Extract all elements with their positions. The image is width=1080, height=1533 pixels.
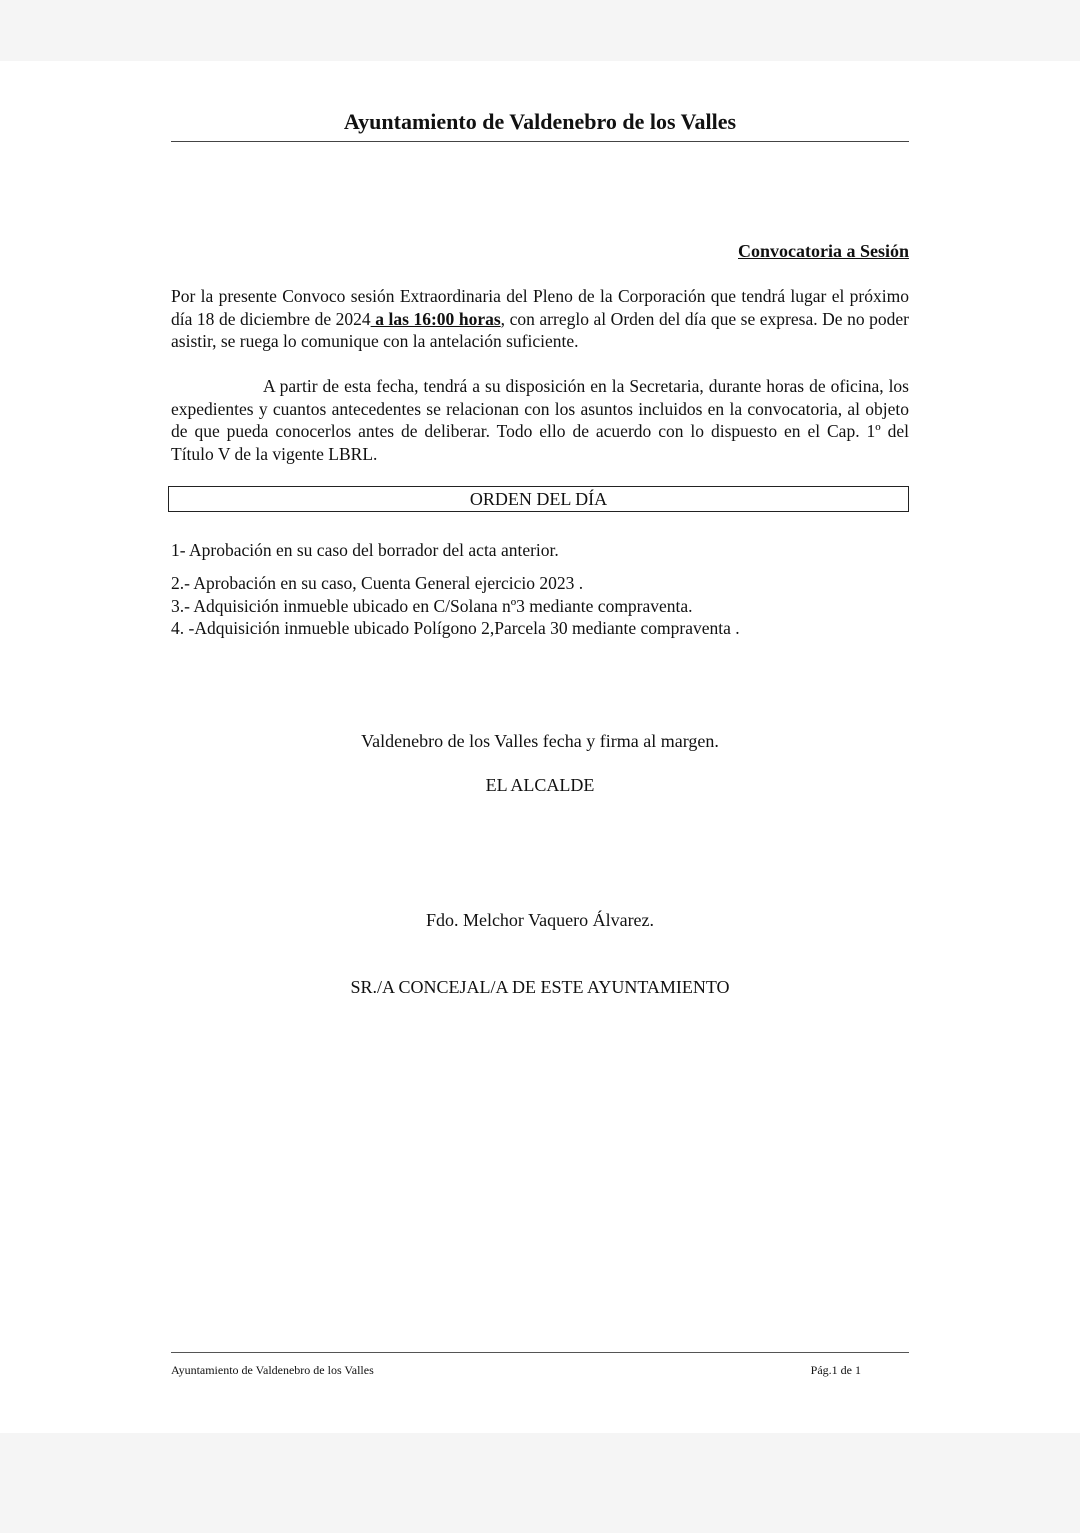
page-number: Pág.1 de 1 (810, 1363, 861, 1377)
footer-divider (171, 1352, 909, 1353)
availability-paragraph: A partir de esta fecha, tendrá a su disposición en la Secretaria, durante horas de oficina, los expedientes y cuantos antecedentes se relacionan con los asuntos incluidos en la convocatoria, al objeto de que pueda conocerlos antes de deliberar. Todo ello de acuerdo con lo dispuesto en el Cap. 1º del Título V de la vigente LBRL. (171, 376, 909, 464)
orden-del-dia-heading: ORDEN DEL DÍA (168, 486, 909, 512)
header-title: Ayuntamiento de Valdenebro de los Valles (343, 109, 737, 134)
header-divider (171, 141, 909, 142)
footer-org-name: Ayuntamiento de Valdenebro de los Valles (171, 1363, 374, 1377)
intro-text-end: , con arreglo al Orden del día que se expresa. De no poder asistir, se ruega lo comunique con la antelación suficiente. (171, 308, 909, 352)
signer-role: EL ALCALDE (485, 775, 595, 795)
agenda-item: 3.- Adquisición inmueble ubicado en C/Solana nº3 mediante compraventa. (171, 596, 693, 616)
session-time: a las 16:00 horas (370, 308, 501, 329)
intro-text-start: Por la presente Convoco sesión Extraordinaria del Pleno de la Corporación que tendrá lugar el próximo día 18 de diciembre de 2024 (171, 286, 909, 329)
intro-paragraph (171, 285, 909, 353)
agenda-item: 1- Aprobación en su caso del borrador del acta anterior. (171, 540, 559, 560)
signature-line: Fdo. Melchor Vaquero Álvarez. (425, 910, 655, 930)
addressee: SR./A CONCEJAL/A DE ESTE AYUNTAMIENTO (350, 977, 730, 997)
agenda-item: 4. -Adquisición inmueble ubicado Polígono 2,Parcela 30 mediante compraventa . (171, 618, 740, 638)
agenda-item: 2.- Aprobación en su caso, Cuenta General ejercicio 2023 . (171, 573, 584, 593)
document-page (0, 61, 1080, 1433)
place-date-line: Valdenebro de los Valles fecha y firma al margen. (361, 731, 719, 751)
convocatoria-title: Convocatoria a Sesión (738, 241, 909, 261)
